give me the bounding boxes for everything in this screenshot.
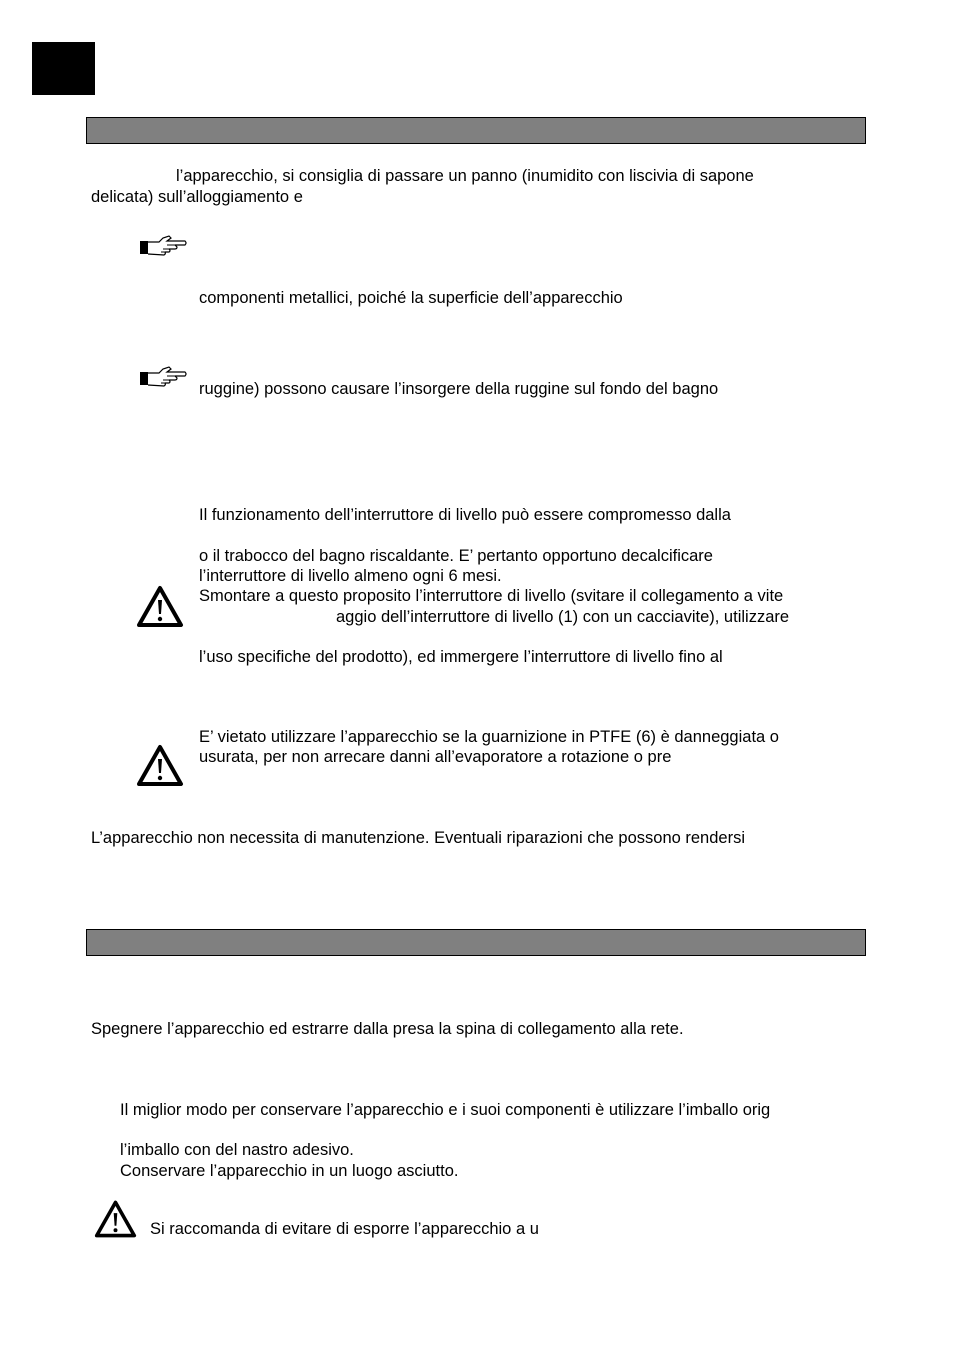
section-header-bar-storage — [86, 929, 866, 956]
storage-line2: l’imballo con del nastro adesivo. — [120, 1141, 354, 1159]
storage-line1: Il miglior modo per conservare l’apparecchio e i suoi componenti è utilizzare l’imballo orig — [120, 1101, 771, 1119]
warning1-line4: Smontare a questo proposito l’interruttore di livello (svitare il collegamento a vite — [199, 587, 784, 605]
warning-triangle-icon — [136, 585, 184, 628]
warning-triangle-icon — [94, 1199, 137, 1239]
warning-triangle-icon — [136, 744, 184, 787]
section-header-bar-cleaning — [86, 117, 866, 144]
pointing-hand-icon — [139, 365, 187, 387]
note1-text: componenti metallici, poiché la superficie dell’apparecchio — [199, 289, 623, 307]
warning1-line5: aggio dell’interruttore di livello (1) con un cacciavite), utilizzare — [336, 608, 790, 626]
corner-tab-block — [32, 42, 95, 95]
storage-line3: Conservare l’apparecchio in un luogo asciutto. — [120, 1162, 459, 1180]
warning1-line6: l’uso specifiche del prodotto), ed immergere l’interruttore di livello fino al — [199, 648, 723, 666]
pointing-hand-icon — [139, 234, 187, 256]
warning1-line2: o il trabocco del bagno riscaldante. E’ pertanto opportuno decalcificare — [199, 547, 713, 565]
cleaning-intro-line2: delicata) sull’alloggiamento e — [91, 188, 303, 206]
maintenance-text: L’apparecchio non necessita di manutenzione. Eventuali riparazioni che possono rendersi — [91, 829, 745, 847]
storage-warning-text: Si raccomanda di evitare di esporre l’apparecchio a u — [150, 1220, 539, 1238]
cleaning-intro-line1: l’apparecchio, si consiglia di passare un panno (inumidito con liscivia di sapone — [176, 167, 754, 185]
warning1-line3: l’interruttore di livello almeno ogni 6 mesi. — [199, 567, 502, 585]
note2-text: ruggine) possono causare l’insorgere della ruggine sul fondo del bagno — [199, 380, 719, 398]
switch-off-text: Spegnere l’apparecchio ed estrarre dalla presa la spina di collegamento alla rete. — [91, 1020, 684, 1038]
warning2-line1: E’ vietato utilizzare l’apparecchio se la guarnizione in PTFE (6) è danneggiata o — [199, 728, 779, 746]
warning2-line2: usurata, per non arrecare danni all’evaporatore a rotazione o pre — [199, 748, 672, 766]
warning1-line1: Il funzionamento dell’interruttore di livello può essere compromesso dalla — [199, 506, 731, 524]
